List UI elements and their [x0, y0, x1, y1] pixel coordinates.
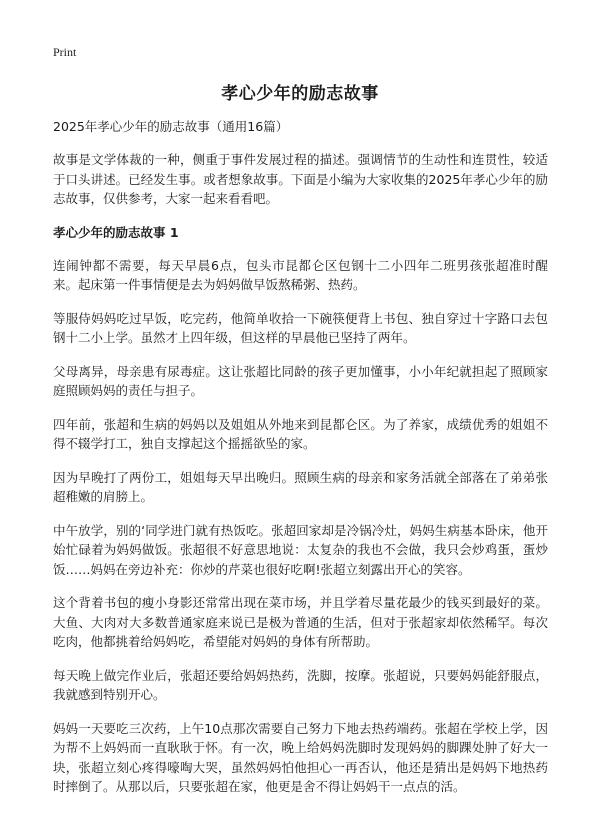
article-subtitle: 2025年孝心少年的励志故事（通用16篇）	[53, 119, 289, 134]
print-link[interactable]: Print	[53, 45, 77, 59]
story-paragraph: 中午放学，别的‘同学进门就有热饭吃。张超回家却是冷锅冷灶，妈妈生病基本卧床，他开始忙碌着为妈妈做饭。张超很不好意思地说：太复杂的我也不会做，我只会炒鸡蛋，蛋炒饭……妈妈在旁边补充：你炒的芹菜也很好吃啊!张超立刻露出开心的笑容。	[53, 522, 548, 577]
story-paragraph: 连闹钟都不需要，每天早晨6点，包头市昆都仑区包钢十二小四年二班男孩张超准时醒来。起床第一件事情便是去为妈妈做早饭熬稀粥、热药。	[53, 257, 548, 292]
story-paragraph: 四年前，张超和生病的妈妈以及姐姐从外地来到昆都仑区。为了养家，成绩优秀的姐姐不得不辍学打工，独自支撑起这个摇摇欲坠的家。	[53, 416, 548, 451]
intro-paragraph: 故事是文学体裁的一种，侧重于事件发展过程的描述。强调情节的生动性和连贯性，较适于口头讲述。已经发生事。或者想象故事。下面是小编为大家收集的2025年孝心少年的励志故事，仅供参考，大家一起来看看吧。	[53, 152, 548, 206]
story-paragraph: 等服侍妈妈吃过早饭，吃完药，他简单收拾一下碗筷便背上书包、独自穿过十字路口去包钢十二小上学。虽然才上四年级，但这样的早晨他已坚持了两年。	[53, 310, 548, 345]
story-paragraph: 妈妈一天要吃三次药，上午10点那次需要自己努力下地去热药端药。张超在学校上学，因为帮不上妈妈而一直耿耿于怀。有一次，晚上给妈妈洗脚时发现妈妈的脚踝处肿了好大一块，张超立刻心疼得嚎啕大哭，虽然妈妈怕他担心一再否认，他还是猜出是妈妈下地热药时摔倒了。从那以后，只要张超在家，他更是舍不得让妈妈干一点点的活。	[53, 720, 548, 794]
story-paragraph: 父母离异，母亲患有尿毒症。这让张超比同龄的孩子更加懂事，小小年纪就担起了照顾家庭照顾妈妈的责任与担子。	[53, 363, 548, 398]
article-body	[53, 117, 548, 811]
story-paragraph: 每天晚上做完作业后，张超还要给妈妈热药，洗脚，按摩。张超说，只要妈妈能舒服点，我就感到特别开心。	[53, 667, 548, 702]
page-title: 孝心少年的励志故事	[221, 84, 379, 104]
section-heading: 孝心少年的励志故事 1	[53, 224, 179, 240]
story-paragraph: 因为早晚打了两份工，姐姐每天早出晚归。照顾生病的母亲和家务活就全部落在了弟弟张超稚嫩的肩膀上。	[53, 469, 548, 504]
story-paragraph: 这个背着书包的瘦小身影还常常出现在菜市场，并且学着尽量花最少的钱买到最好的菜。大鱼、大肉对大多数普通家庭来说已是极为普通的生活，但对于张超家却依然稀罕。每次吃肉，他都挑着给妈妈吃，希望能对妈妈的身体有所帮助。	[53, 595, 548, 649]
